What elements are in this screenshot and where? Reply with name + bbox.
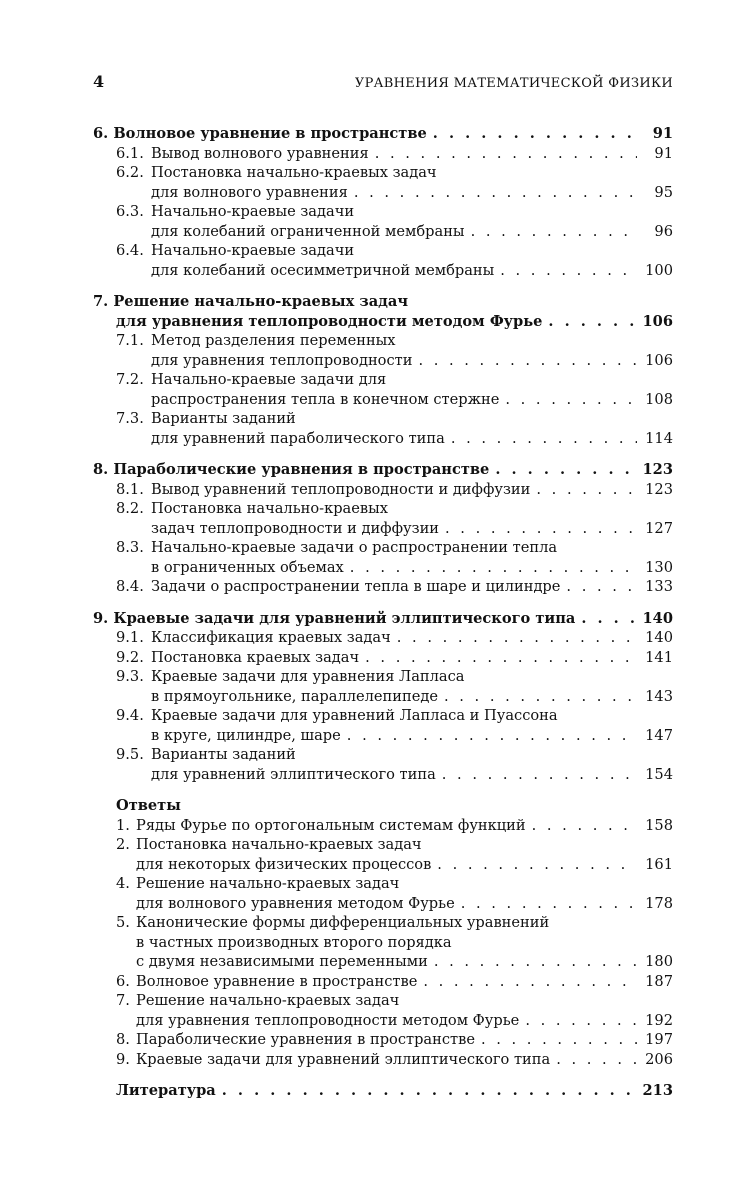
leader-dots — [433, 124, 637, 144]
leader-dots — [350, 558, 637, 578]
leader-dots — [347, 726, 637, 746]
toc-section-answers — [93, 796, 673, 1069]
leader-dots — [481, 1030, 637, 1050]
toc-entry[interactable]: 6.3. Начально-краевые задачи — [116, 203, 355, 220]
leader-dots — [444, 687, 637, 707]
leader-dots — [437, 855, 637, 875]
leader-dots — [536, 480, 637, 500]
toc-section-9 — [93, 609, 673, 785]
page-header — [93, 72, 673, 94]
toc-entry-continued: с двумя независимыми переменными . . . 180 — [93, 952, 673, 972]
toc-entry[interactable]: 7.2. Начально-краевые задачи для — [116, 371, 387, 388]
table-of-contents — [93, 124, 673, 1113]
toc-entry[interactable]: Литература . . . 213 — [93, 1081, 673, 1101]
toc-entry-continued: распространения тепла в конечном стержне . . . 108 — [93, 390, 673, 410]
toc-entry-continued: для некоторых физических процессов . . . 161 — [93, 855, 673, 875]
toc-entry[interactable]: 8.3. Начально-краевые задачи о распространении тепла — [116, 539, 558, 556]
toc-entry-continued: для уравнения теплопроводности методом Фурье . . . 106 — [93, 312, 673, 332]
leader-dots — [505, 390, 637, 410]
toc-section-7 — [93, 292, 673, 448]
toc-entry[interactable]: 6. Волновое уравнение в пространстве . . . 91 — [93, 124, 673, 144]
toc-entry-continued: в частных производных второго порядка — [136, 933, 452, 951]
toc-section-6 — [93, 124, 673, 280]
leader-dots — [471, 222, 637, 242]
leader-dots — [548, 312, 636, 332]
leader-dots — [442, 765, 637, 785]
toc-entry[interactable]: 5. Канонические формы дифференциальных уравнений — [116, 914, 550, 931]
leader-dots — [418, 351, 637, 371]
toc-entry[interactable]: 9.5. Варианты заданий — [116, 746, 296, 763]
toc-section-8 — [93, 460, 673, 597]
toc-entry[interactable]: 7. Решение начально-краевых задач — [116, 992, 400, 1009]
toc-entry[interactable]: 6.2. Постановка начально-краевых задач — [116, 164, 437, 181]
toc-entry[interactable]: 1. Ряды Фурье по ортогональным системам функций . . . 158 — [93, 816, 673, 836]
toc-entry-continued: для уравнения теплопроводности методом Фурье . . . 192 — [93, 1011, 673, 1031]
toc-entry[interactable]: 8.4. Задачи о распространении тепла в шаре и цилиндре . . . 133 — [93, 577, 673, 597]
toc-entry[interactable]: 2. Постановка начально-краевых задач — [116, 836, 422, 853]
toc-entry[interactable]: 6. Волновое уравнение в пространстве . . . 187 — [93, 972, 673, 992]
toc-entry-continued: для уравнений эллиптического типа . . . 154 — [93, 765, 673, 785]
toc-entry[interactable]: 9.4. Краевые задачи для уравнений Лапласа и Пуассона — [116, 707, 558, 724]
toc-entry[interactable]: 8. Параболические уравнения в пространстве . . . 123 — [93, 460, 673, 480]
leader-dots — [375, 144, 637, 164]
leader-dots — [581, 609, 636, 629]
toc-entry-continued: для колебаний осесимметричной мембраны . . . 100 — [93, 261, 673, 281]
toc-entry-continued: для волнового уравнения методом Фурье . . . 178 — [93, 894, 673, 914]
leader-dots — [451, 429, 637, 449]
toc-entry[interactable]: 9.1. Классификация краевых задач . . . 140 — [93, 628, 673, 648]
leader-dots — [397, 628, 637, 648]
answers-heading[interactable]: Ответы — [116, 797, 181, 814]
toc-entry-continued: в ограниченных объемах . . . 130 — [93, 558, 673, 578]
leader-dots — [365, 648, 637, 668]
leader-dots — [566, 577, 637, 597]
leader-dots — [434, 952, 637, 972]
leader-dots — [445, 519, 637, 539]
leader-dots — [222, 1081, 637, 1101]
page-number: 4 — [93, 72, 105, 91]
toc-entry-continued: в круге, цилиндре, шаре . . . 147 — [93, 726, 673, 746]
toc-entry[interactable]: 9. Краевые задачи для уравнений эллиптического типа . . . 140 — [93, 609, 673, 629]
leader-dots — [461, 894, 637, 914]
toc-entry[interactable]: 9.3. Краевые задачи для уравнения Лапласа — [116, 668, 465, 685]
toc-entry-continued: для уравнения теплопроводности . . . 106 — [93, 351, 673, 371]
leader-dots — [354, 183, 637, 203]
toc-entry[interactable]: 8.1. Вывод уравнений теплопроводности и диффузии . . . 123 — [93, 480, 673, 500]
toc-entry[interactable]: 7.1. Метод разделения переменных — [116, 332, 396, 349]
toc-entry[interactable]: 9.2. Постановка краевых задач . . . 141 — [93, 648, 673, 668]
toc-entry-continued: для волнового уравнения . . . 95 — [93, 183, 673, 203]
leader-dots — [525, 1011, 637, 1031]
toc-entry-continued: для уравнений параболического типа . . . 114 — [93, 429, 673, 449]
toc-entry[interactable]: 7. Решение начально-краевых задач — [93, 293, 409, 310]
toc-entry[interactable]: 8.2. Постановка начально-краевых — [116, 500, 388, 517]
toc-entry[interactable]: 8. Параболические уравнения в пространстве . . . 197 — [93, 1030, 673, 1050]
toc-section-literature — [93, 1081, 673, 1101]
toc-entry[interactable]: 7.3. Варианты заданий — [116, 410, 296, 427]
toc-entry-continued: для колебаний ограниченной мембраны . . . 96 — [93, 222, 673, 242]
toc-entry[interactable]: 9. Краевые задачи для уравнений эллиптического типа . . . 206 — [93, 1050, 673, 1070]
toc-entry[interactable]: 6.1. Вывод волнового уравнения . . . 91 — [93, 144, 673, 164]
leader-dots — [423, 972, 637, 992]
leader-dots — [556, 1050, 637, 1070]
running-head: УРАВНЕНИЯ МАТЕМАТИЧЕСКОЙ ФИЗИКИ — [354, 76, 673, 91]
leader-dots — [532, 816, 637, 836]
toc-entry[interactable]: 4. Решение начально-краевых задач — [116, 875, 400, 892]
toc-entry-continued: в прямоугольнике, параллелепипеде . . . 143 — [93, 687, 673, 707]
toc-entry[interactable]: 6.4. Начально-краевые задачи — [116, 242, 355, 259]
toc-entry-continued: задач теплопроводности и диффузии . . . 127 — [93, 519, 673, 539]
leader-dots — [500, 261, 637, 281]
leader-dots — [495, 460, 636, 480]
